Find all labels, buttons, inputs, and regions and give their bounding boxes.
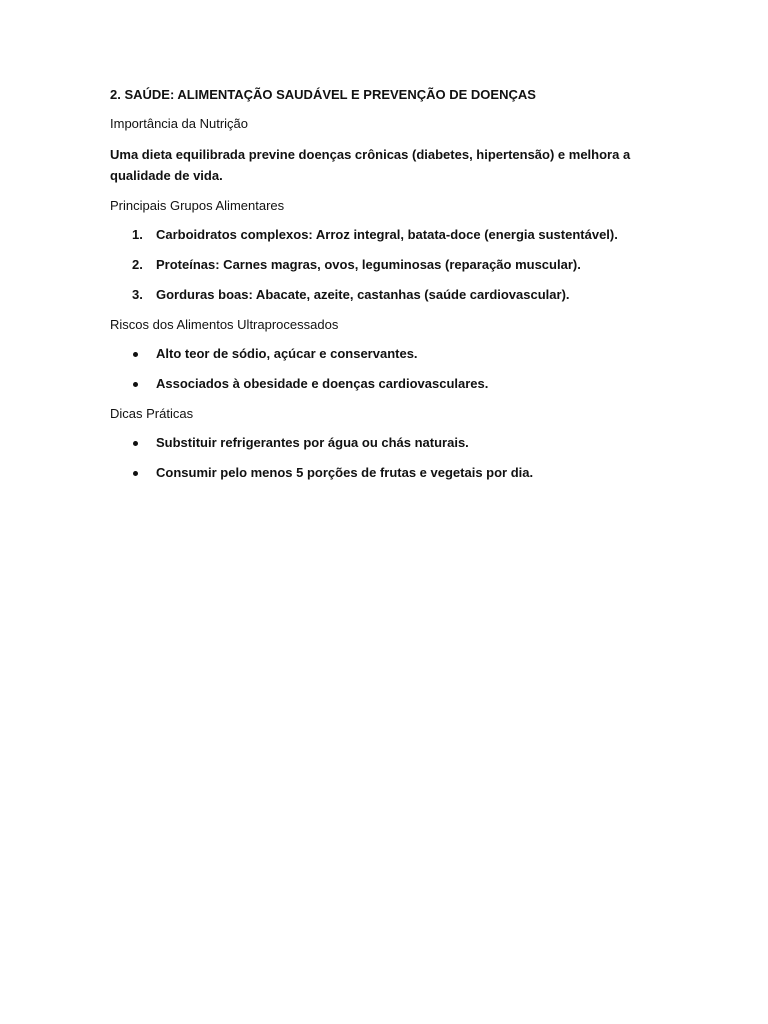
list-item-text: Carboidratos complexos: Arroz integral, batata-doce (energia sustentável). [156, 227, 618, 242]
bullet-icon [133, 382, 138, 387]
list-item-text: Proteínas: Carnes magras, ovos, leguminosas (reparação muscular). [156, 257, 581, 272]
bullet-icon [133, 352, 138, 357]
list-item-text: Consumir pelo menos 5 porções de frutas e vegetais por dia. [156, 465, 534, 480]
list-number: 2. [132, 257, 143, 272]
list-item [110, 464, 670, 482]
nutrition-paragraph: Uma dieta equilibrada previne doenças crônicas (diabetes, hipertensão) e melhora a qualidade de vida. [110, 147, 631, 183]
food-groups-list [110, 226, 670, 304]
list-item [110, 434, 670, 452]
section-heading-nutrition: Importância da Nutrição [110, 116, 249, 131]
practical-tips-list [110, 434, 670, 482]
list-item-text: Associados à obesidade e doenças cardiovasculares. [156, 376, 489, 391]
list-item [110, 226, 670, 244]
document-page [110, 86, 670, 494]
list-number: 1. [132, 227, 143, 242]
section-heading-tips: Dicas Práticas [110, 406, 194, 421]
list-item-text: Alto teor de sódio, açúcar e conservantes. [156, 346, 418, 361]
list-item-text: Gorduras boas: Abacate, azeite, castanhas (saúde cardiovascular). [156, 287, 570, 302]
list-item [110, 345, 670, 363]
bullet-icon [133, 441, 138, 446]
list-item-text: Substituir refrigerantes por água ou chás naturais. [156, 435, 469, 450]
document-title: 2. SAÚDE: ALIMENTAÇÃO SAUDÁVEL E PREVENÇÃO DE DOENÇAS [110, 87, 536, 102]
list-item [110, 256, 670, 274]
bullet-icon [133, 471, 138, 476]
section-heading-food-groups: Principais Grupos Alimentares [110, 198, 285, 213]
section-heading-ultraprocessed: Riscos dos Alimentos Ultraprocessados [110, 317, 339, 332]
list-number: 3. [132, 287, 143, 302]
list-item [110, 286, 670, 304]
ultraprocessed-risks-list [110, 345, 670, 393]
list-item [110, 375, 670, 393]
